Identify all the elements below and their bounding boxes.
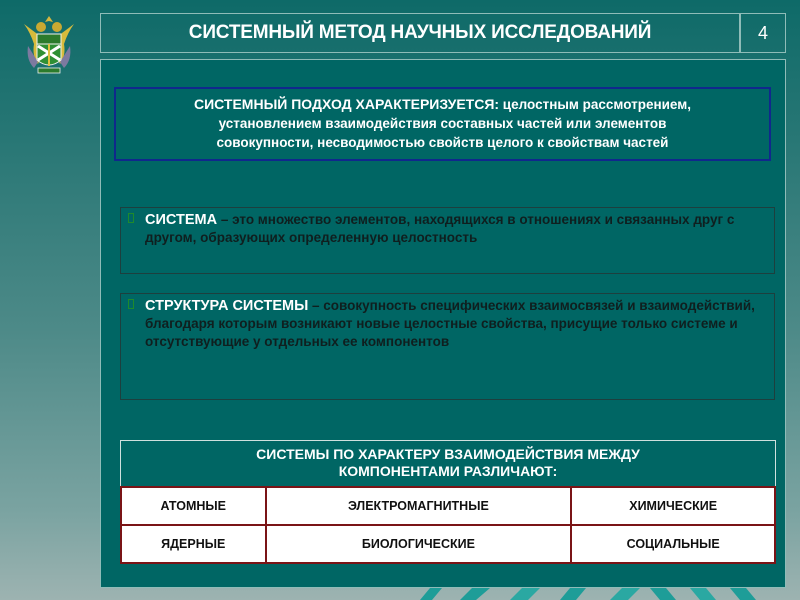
heading-line-1: СИСТЕМЫ ПО ХАРАКТЕРУ ВЗАИМОДЕЙСТВИЯ МЕЖДУ <box>256 446 640 462</box>
bullet-icon <box>128 299 134 309</box>
approach-lead: СИСТЕМНЫЙ ПОДХОД ХАРАКТЕРИЗУЕТСЯ: <box>193 96 500 112</box>
system-types-heading <box>120 440 776 486</box>
table-cell: ЭЛЕКТРОМАГНИТНЫЕ <box>266 487 572 525</box>
definition-term: СИСТЕМА <box>145 212 218 228</box>
approach-line-1 <box>116 95 769 114</box>
table-cell: БИОЛОГИЧЕСКИЕ <box>266 525 572 563</box>
definition-system-structure <box>120 293 775 400</box>
systems-approach-box <box>114 87 771 161</box>
coat-of-arms-emblem <box>20 10 78 80</box>
table-row <box>121 487 775 525</box>
definition-term: СТРУКТУРА СИСТЕМЫ <box>145 298 309 314</box>
bullet-icon <box>128 213 134 223</box>
approach-line-3: совокупности, несводимостью свойств целого к свойствам частей <box>216 135 669 150</box>
system-types-block <box>120 440 776 570</box>
content-panel <box>100 59 786 588</box>
system-types-table <box>120 486 776 564</box>
definition-text: – это множество элементов, находящихся в отношениях и связанных друг с другом, образующих определенную целостность <box>145 212 735 245</box>
table-row <box>121 525 775 563</box>
table-cell: СОЦИАЛЬНЫЕ <box>571 525 775 563</box>
table-cell: АТОМНЫЕ <box>121 487 266 525</box>
table-cell: ХИМИЧЕСКИЕ <box>571 487 775 525</box>
approach-line-1-rest: целостным рассмотрением, <box>499 97 691 112</box>
slide-title: СИСТЕМНЫЙ МЕТОД НАУЧНЫХ ИССЛЕДОВАНИЙ <box>100 13 740 53</box>
table-cell: ЯДЕРНЫЕ <box>121 525 266 563</box>
decorative-waves <box>400 588 800 600</box>
definition-system <box>120 207 775 274</box>
approach-line-2: установлением взаимодействия составных частей или элементов <box>218 116 667 131</box>
definition-text: – совокупность специфических взаимосвязей и взаимодействий, благодаря которым возникают новые целостные свойства, присущие только системе и отсутствующие у отдельных ее компонентов <box>145 298 755 349</box>
page-number: 4 <box>740 13 786 53</box>
heading-line-2: КОМПОНЕНТАМИ РАЗЛИЧАЮТ: <box>338 463 558 479</box>
